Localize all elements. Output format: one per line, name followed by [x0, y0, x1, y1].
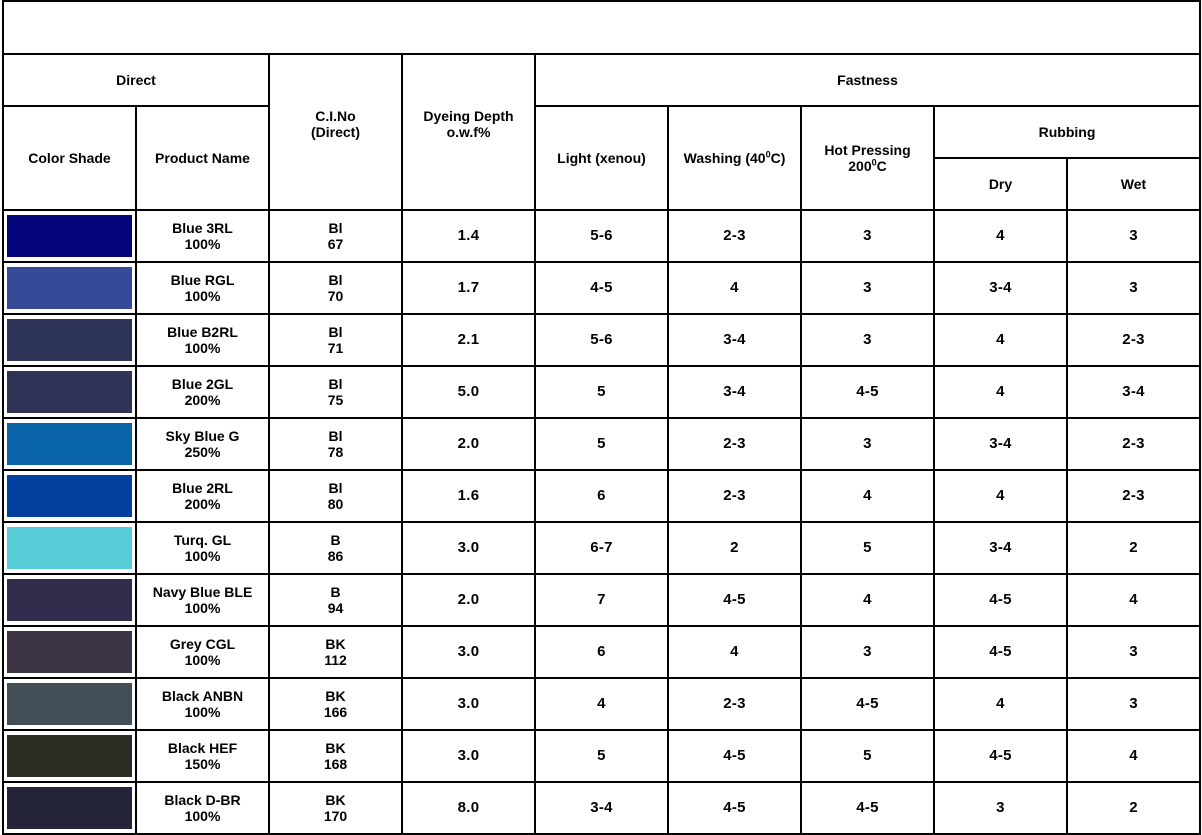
product-name: Black ANBN — [161, 688, 244, 704]
ci-number: 170 — [323, 808, 348, 824]
rubbing-dry-cell: 4 — [934, 366, 1067, 418]
ci-no-cell — [269, 626, 402, 678]
product-strength: 100% — [184, 340, 221, 356]
color-shade-cell — [3, 418, 136, 470]
ci-no-cell — [269, 366, 402, 418]
rubbing-wet-cell: 4 — [1067, 730, 1200, 782]
title-banner-row — [3, 1, 1200, 54]
color-shade-cell — [3, 730, 136, 782]
color-swatch — [7, 319, 132, 361]
color-shade-cell — [3, 522, 136, 574]
ci-number: 86 — [327, 548, 344, 564]
color-swatch — [7, 631, 132, 673]
rubbing-wet-cell: 2 — [1067, 522, 1200, 574]
color-swatch — [7, 371, 132, 413]
dyeing-depth-cell: 1.7 — [402, 262, 535, 314]
color-shade-cell — [3, 626, 136, 678]
ci-no-cell — [269, 782, 402, 834]
ci-no-cell — [269, 418, 402, 470]
dyeing-depth-cell: 3.0 — [402, 730, 535, 782]
dyeing-depth-cell: 2.0 — [402, 574, 535, 626]
ci-no-cell — [269, 210, 402, 262]
product-name-cell — [136, 574, 269, 626]
ci-code: B — [330, 532, 341, 548]
ci-code: Bl — [328, 272, 343, 288]
light-fastness-cell: 5 — [535, 366, 668, 418]
light-fastness-cell: 6-7 — [535, 522, 668, 574]
product-strength: 100% — [184, 288, 221, 304]
hot-pressing-fastness-cell: 4-5 — [801, 678, 934, 730]
table-row — [3, 210, 1200, 262]
rubbing-dry-cell: 3-4 — [934, 418, 1067, 470]
rubbing-dry-cell: 3 — [934, 782, 1067, 834]
dyeing-depth-cell: 2.1 — [402, 314, 535, 366]
light-fastness-cell: 5-6 — [535, 210, 668, 262]
product-name: Blue RGL — [170, 272, 235, 288]
light-fastness-cell: 3-4 — [535, 782, 668, 834]
color-swatch — [7, 423, 132, 465]
ci-code: Bl — [328, 376, 343, 392]
product-strength: 100% — [184, 652, 221, 668]
light-header: Light (xenou) — [535, 106, 668, 210]
ci-code: Bl — [328, 480, 343, 496]
washing-fastness-cell: 2-3 — [668, 210, 801, 262]
product-strength: 200% — [184, 496, 221, 512]
color-swatch — [7, 527, 132, 569]
ci-number: 67 — [327, 236, 344, 252]
table-row — [3, 678, 1200, 730]
ci-code: Bl — [328, 428, 343, 444]
ci-no-cell — [269, 470, 402, 522]
color-swatch — [7, 215, 132, 257]
light-fastness-cell: 5 — [535, 418, 668, 470]
direct-header: Direct — [3, 54, 269, 106]
hot-pressing-fastness-cell: 3 — [801, 314, 934, 366]
light-fastness-cell: 6 — [535, 470, 668, 522]
hot-pressing-fastness-cell: 3 — [801, 210, 934, 262]
ci-code: Bl — [328, 324, 343, 340]
ci-no-cell — [269, 678, 402, 730]
product-name: Sky Blue G — [165, 428, 240, 444]
rubbing-wet-cell: 2-3 — [1067, 470, 1200, 522]
color-shade-cell — [3, 782, 136, 834]
product-strength: 150% — [184, 756, 221, 772]
product-name-cell — [136, 782, 269, 834]
color-swatch — [7, 735, 132, 777]
ci-no-cell — [269, 522, 402, 574]
rubbing-wet-cell: 4 — [1067, 574, 1200, 626]
dye-fastness-table — [2, 0, 1201, 835]
product-name-cell — [136, 470, 269, 522]
product-name: Blue 2GL — [171, 376, 234, 392]
light-fastness-cell: 4-5 — [535, 262, 668, 314]
product-name-cell — [136, 366, 269, 418]
ci-number: 70 — [327, 288, 344, 304]
table-row — [3, 262, 1200, 314]
ci-number: 75 — [327, 392, 344, 408]
product-name: Black HEF — [167, 740, 238, 756]
ci-code: BK — [325, 636, 346, 652]
product-name-cell — [136, 626, 269, 678]
color-shade-cell — [3, 574, 136, 626]
dyeing-depth-cell: 3.0 — [402, 626, 535, 678]
color-shade-cell — [3, 470, 136, 522]
table-row — [3, 470, 1200, 522]
light-fastness-cell: 5 — [535, 730, 668, 782]
light-fastness-cell: 5-6 — [535, 314, 668, 366]
ci-no-cell — [269, 262, 402, 314]
color-swatch — [7, 683, 132, 725]
product-strength: 100% — [184, 808, 221, 824]
color-shade-cell — [3, 210, 136, 262]
fastness-header: Fastness — [535, 54, 1200, 106]
washing-fastness-cell: 4-5 — [668, 730, 801, 782]
rubbing-dry-cell: 4 — [934, 678, 1067, 730]
rubbing-dry-cell: 3-4 — [934, 262, 1067, 314]
washing-fastness-cell: 3-4 — [668, 314, 801, 366]
ci-code: BK — [325, 792, 346, 808]
rubbing-dry-cell: 4 — [934, 470, 1067, 522]
rubbing-dry-cell: 4-5 — [934, 730, 1067, 782]
hot-pressing-fastness-cell: 4 — [801, 574, 934, 626]
table-row — [3, 626, 1200, 678]
hot-pressing-fastness-cell: 4 — [801, 470, 934, 522]
rubbing-wet-cell: 2-3 — [1067, 314, 1200, 366]
rubbing-wet-cell: 3-4 — [1067, 366, 1200, 418]
ci-number: 168 — [323, 756, 348, 772]
rubbing-wet-cell: 3 — [1067, 262, 1200, 314]
ci-number: 112 — [324, 652, 347, 668]
rubbing-dry-cell: 4 — [934, 210, 1067, 262]
rubbing-wet-cell: 2 — [1067, 782, 1200, 834]
color-swatch — [7, 787, 132, 829]
title-banner — [3, 1, 1200, 54]
product-name-cell — [136, 522, 269, 574]
dyeing-depth-cell: 3.0 — [402, 678, 535, 730]
dyeing-depth-cell: 5.0 — [402, 366, 535, 418]
rubbing-wet-cell: 3 — [1067, 678, 1200, 730]
ci-no-cell — [269, 730, 402, 782]
table-row — [3, 522, 1200, 574]
color-swatch — [7, 579, 132, 621]
rubbing-dry-cell: 4-5 — [934, 574, 1067, 626]
product-name: Blue B2RL — [167, 324, 238, 340]
washing-fastness-cell: 2-3 — [668, 418, 801, 470]
product-name: Blue 3RL — [172, 220, 233, 236]
product-name: Turq. GL — [173, 532, 232, 548]
ci-code: Bl — [328, 220, 343, 236]
product-name-cell — [136, 314, 269, 366]
product-name-cell — [136, 678, 269, 730]
product-strength: 100% — [184, 548, 221, 564]
product-strength: 250% — [184, 444, 221, 460]
hot-pressing-fastness-cell: 4-5 — [801, 782, 934, 834]
rubbing-dry-cell: 4 — [934, 314, 1067, 366]
dye-rows — [3, 210, 1200, 834]
hot-pressing-header: Hot Pressing $200^0C$ — [801, 106, 934, 210]
rubbing-wet-cell: 3 — [1067, 626, 1200, 678]
light-fastness-cell: 6 — [535, 626, 668, 678]
ci-number: 166 — [323, 704, 348, 720]
table-row — [3, 418, 1200, 470]
rubbing-dry-cell: 4-5 — [934, 626, 1067, 678]
washing-fastness-cell: 4 — [668, 262, 801, 314]
ci-number: 94 — [327, 600, 344, 616]
table-row — [3, 782, 1200, 834]
product-name-cell — [136, 730, 269, 782]
color-shade-cell — [3, 678, 136, 730]
color-shade-cell — [3, 262, 136, 314]
dyeing-depth-cell: 1.6 — [402, 470, 535, 522]
product-strength: 100% — [184, 704, 221, 720]
washing-fastness-cell: 3-4 — [668, 366, 801, 418]
hot-pressing-fastness-cell: 4-5 — [801, 366, 934, 418]
dyeing-depth-header: Dyeing Depth o.w.f% — [402, 54, 535, 210]
dye-specification-sheet — [2, 0, 1199, 824]
washing-fastness-cell: 2-3 — [668, 470, 801, 522]
ci-no-cell — [269, 314, 402, 366]
ci-no-header: C.I.No (Direct) — [269, 54, 402, 210]
washing-header: Washing $(40^0C)$ — [668, 106, 801, 210]
product-name-cell — [136, 210, 269, 262]
table-row — [3, 730, 1200, 782]
ci-number: 78 — [327, 444, 344, 460]
dyeing-depth-cell: 3.0 — [402, 522, 535, 574]
product-name-cell — [136, 262, 269, 314]
product-strength: 100% — [184, 236, 221, 252]
ci-code: BK — [325, 740, 346, 756]
ci-no-cell — [269, 574, 402, 626]
header-row-1 — [3, 54, 1200, 106]
hot-pressing-fastness-cell: 5 — [801, 522, 934, 574]
rubbing-dry-cell: 3-4 — [934, 522, 1067, 574]
header-row-2 — [3, 106, 1200, 158]
ci-code: BK — [325, 688, 346, 704]
dyeing-depth-cell: 8.0 — [402, 782, 535, 834]
washing-fastness-cell: 2 — [668, 522, 801, 574]
table-row — [3, 574, 1200, 626]
ci-number: 80 — [327, 496, 344, 512]
washing-fastness-cell: 2-3 — [668, 678, 801, 730]
washing-fastness-cell: 4-5 — [668, 574, 801, 626]
color-swatch — [7, 475, 132, 517]
rubbing-wet-header: Wet — [1067, 158, 1200, 210]
dyeing-depth-cell: 2.0 — [402, 418, 535, 470]
light-fastness-cell: 7 — [535, 574, 668, 626]
hot-pressing-fastness-cell: 3 — [801, 626, 934, 678]
rubbing-wet-cell: 3 — [1067, 210, 1200, 262]
color-shade-cell — [3, 366, 136, 418]
dyeing-depth-cell: 1.4 — [402, 210, 535, 262]
hot-pressing-fastness-cell: 5 — [801, 730, 934, 782]
product-name-header: Product Name — [136, 106, 269, 210]
table-row — [3, 366, 1200, 418]
table-row — [3, 314, 1200, 366]
color-shade-header: Color Shade — [3, 106, 136, 210]
product-name: Navy Blue BLE — [152, 584, 253, 600]
product-name-cell — [136, 418, 269, 470]
color-shade-cell — [3, 314, 136, 366]
rubbing-wet-cell: 2-3 — [1067, 418, 1200, 470]
color-swatch — [7, 267, 132, 309]
ci-number: 71 — [327, 340, 344, 356]
hot-pressing-fastness-cell: 3 — [801, 418, 934, 470]
product-name: Black D-BR — [164, 792, 241, 808]
rubbing-dry-header: Dry — [934, 158, 1067, 210]
product-strength: 100% — [184, 600, 221, 616]
washing-fastness-cell: 4 — [668, 626, 801, 678]
washing-fastness-cell: 4-5 — [668, 782, 801, 834]
rubbing-header: Rubbing — [934, 106, 1200, 158]
hot-pressing-fastness-cell: 3 — [801, 262, 934, 314]
product-name: Grey CGL — [169, 636, 236, 652]
product-strength: 200% — [184, 392, 221, 408]
product-name: Blue 2RL — [172, 480, 233, 496]
light-fastness-cell: 4 — [535, 678, 668, 730]
ci-code: B — [330, 584, 341, 600]
